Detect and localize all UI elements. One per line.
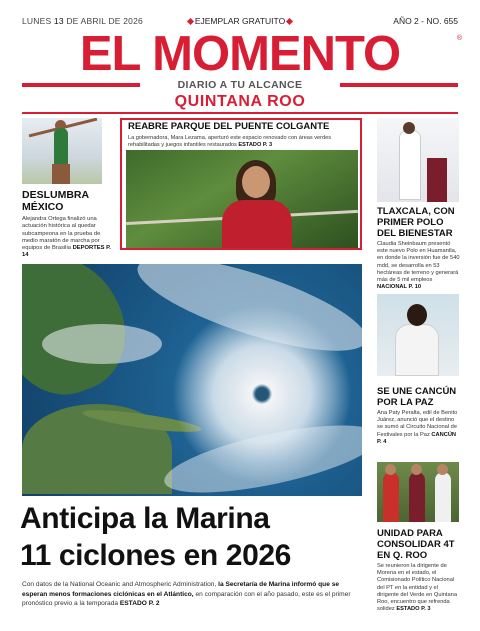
photo-shape [395, 324, 439, 376]
photo-shape [222, 200, 292, 248]
right-story-2-ref[interactable]: CANCÚN P. 4 [377, 431, 457, 445]
photo-shape [435, 472, 451, 522]
unity-photo[interactable] [377, 462, 459, 522]
photo-shape [242, 166, 270, 198]
photo-shape [403, 122, 415, 134]
photo-shape [385, 464, 396, 475]
right-story-1-headline[interactable]: TLAXCALA, CON PRIMER POLO DEL BIENESTAR [377, 206, 455, 239]
registered-mark: ® [456, 35, 462, 42]
cancun-photo[interactable] [377, 294, 459, 376]
hurricane-satellite-image[interactable] [22, 264, 362, 496]
right-story-2-body: Ana Paty Peralta, edil de Benito Juárez, anunció que el destino se sumó al Circuito Nacional de Festivales por la Paz CANCÚN P. 4 [377, 410, 458, 445]
region-name: QUINTANA ROO [174, 93, 306, 110]
main-headline-line-2: 11 ciclones en 2026 [20, 539, 291, 572]
top-story-box [120, 118, 362, 250]
tagline-rule-left [22, 83, 140, 87]
right-story-1-body: Claudia Sheinbaum presentó este nuevo Polo en Huamantla, en donde la inversión fue de 540 mdd, se desarrolla en 53 hectáreas de terreno y generará más de 5 mil empleos NACIONAL P. 10 [377, 241, 460, 291]
issue-number: AÑO 2 - NO. 655 [393, 16, 458, 26]
photo-shape [399, 130, 421, 200]
issue-date: LUNES 13 DE ABRIL DE 2026 [22, 16, 143, 26]
athlete-photo[interactable] [22, 118, 102, 184]
masthead [18, 29, 462, 79]
tlaxcala-photo[interactable] [377, 118, 459, 202]
top-story-body: La gobernadora, Mara Lezama, aperturó este espacio renovado con áreas verdes rehabilitadas y juegos infantiles restaurados ESTADO P. 3 [128, 135, 332, 148]
main-headline-line-1: Anticipa la Marina [20, 502, 270, 535]
photo-shape [54, 128, 68, 166]
top-story-headline[interactable]: REABRE PARQUE DEL PUENTE COLGANTE [128, 121, 330, 132]
photo-shape [427, 158, 447, 202]
edition-label: EJEMPLAR GRATUITO [190, 16, 290, 26]
left-story-headline[interactable]: DESLUMBRA MÉXICO [22, 189, 89, 213]
right-story-1-ref[interactable]: NACIONAL P. 10 [377, 284, 422, 291]
photo-shape [52, 164, 70, 184]
park-photo[interactable] [126, 150, 358, 248]
main-headline[interactable] [20, 500, 370, 574]
masthead-divider [22, 112, 458, 114]
photo-shape [407, 304, 427, 326]
left-story-ref[interactable]: DEPORTES P. 14 [22, 245, 111, 259]
photo-shape [383, 472, 399, 522]
right-story-3-ref[interactable]: ESTADO P. 3 [396, 606, 431, 613]
photo-shape [411, 464, 422, 475]
top-bar [0, 14, 480, 28]
right-story-3-body: Se reunieron la dirigente de Morena en el estado, el Comisionado Político Nacional del PT en la entidad y el dirigente del Verde en Quintana Roo, encuentro que refrenda solidez ESTADO P. 3 [377, 563, 457, 613]
left-story-body: Alejandra Ortega finalizó una actuación histórica al quedar subcampeona en la prueba de medio maratón de marcha por equipos de Brasilia DEPORTES P. 14 [22, 216, 111, 259]
photo-shape [409, 472, 425, 522]
right-story-3-headline[interactable]: UNIDAD PARA CONSOLIDAR 4T EN Q. ROO [377, 528, 455, 561]
main-story-deck: Con datos de la National Oceanic and Atmospheric Administration, la Secretaría de Marina informó que se esperan menos formaciones ciclónicas en el Atlántico, en comparación con el año pasado, este es el primer pronóstico previo a la temporada ESTADO P. 2 [22, 581, 351, 607]
photo-shape [42, 324, 162, 364]
right-story-2-headline[interactable]: SE UNE CANCÚN POR LA PAZ [377, 386, 457, 408]
photo-shape [437, 464, 448, 475]
tagline-text: DIARIO A TU ALCANCE [177, 79, 303, 91]
top-story-ref[interactable]: ESTADO P. 3 [238, 142, 273, 148]
main-story-ref[interactable]: ESTADO P. 2 [119, 600, 160, 607]
photo-shape [172, 304, 352, 484]
tagline-rule-right [340, 83, 458, 87]
newspaper-logo[interactable]: EL MOMENTO [79, 27, 401, 81]
tagline [22, 79, 458, 91]
